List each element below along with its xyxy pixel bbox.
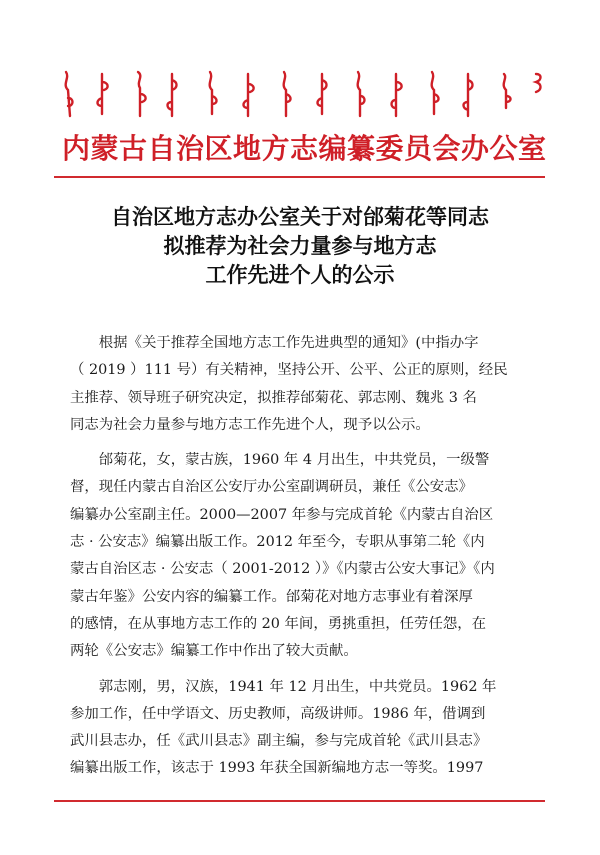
document-body bbox=[70, 330, 540, 783]
text-line: 两轮《公安志》编纂工作中作出了较大贡献。 bbox=[70, 643, 358, 660]
text-line: 蒙古自治区志 · 公安志（ 2001-2012 ）》《内蒙古公安大事记》《内 bbox=[70, 561, 495, 578]
paragraph-intro bbox=[70, 330, 540, 439]
footer-divider bbox=[54, 800, 545, 802]
document-title-line: 工作先进个人的公示 bbox=[205, 263, 395, 287]
paragraph-tai-juhua bbox=[70, 447, 540, 665]
document-title bbox=[0, 203, 600, 290]
text-line: 编纂出版工作，该志于 1993 年获全国新编地方志一等奖。1997 bbox=[70, 760, 484, 777]
agency-title: 内蒙古自治区地方志编纂委员会办公室 bbox=[62, 132, 547, 165]
mongolian-script-logo bbox=[60, 68, 550, 120]
text-line: 邰菊花，女，蒙古族，1960 年 4 月出生，中共党员，一级警 bbox=[70, 452, 490, 469]
text-line: 同志为社会力量参与地方志工作先进个人，现予以公示。 bbox=[70, 416, 430, 433]
text-line: 武川县志办，任《武川县志》副主编，参与完成首轮《武川县志》 bbox=[70, 733, 488, 750]
document-title-line: 拟推荐为社会力量参与地方志 bbox=[163, 234, 437, 258]
paragraph-guo-zhigang bbox=[70, 674, 540, 783]
text-line: 志 · 公安志》编纂出版工作。2012 年至今，专职从事第二轮《内 bbox=[70, 534, 485, 551]
mongolian-script-header bbox=[60, 68, 550, 120]
document-title-line: 自治区地方志办公室关于对邰菊花等同志 bbox=[111, 205, 489, 229]
text-line: 参加工作，任中学语文、历史教师，高级讲师。1986 年，借调到 bbox=[70, 705, 486, 722]
text-line: 督，现任内蒙古自治区公安厅办公室副调研员，兼任《公安志》 bbox=[70, 479, 473, 496]
text-line: 郭志刚，男，汉族，1941 年 12 月出生，中共党员。1962 年 bbox=[70, 678, 497, 695]
text-line: 主推荐、领导班子研究决定，拟推荐邰菊花、郭志刚、魏兆 3 名 bbox=[70, 389, 477, 406]
paragraph-gap bbox=[70, 439, 540, 447]
text-line: 编纂办公室副主任。2000—2007 年参与完成首轮《内蒙古自治区 bbox=[70, 506, 494, 523]
text-line: （ 2019 ）111 号）有关精神，坚持公开、公平、公正的原则，经民 bbox=[70, 362, 508, 379]
text-line: 的感情，在从事地方志工作的 20 年间，勇挑重担，任劳任怨，在 bbox=[70, 615, 487, 632]
text-line: 根据《关于推荐全国地方志工作先进典型的通知》(中指办字 bbox=[70, 335, 479, 351]
paragraph-gap bbox=[70, 666, 540, 674]
header-divider bbox=[54, 176, 545, 178]
text-line: 蒙古年鉴》公安内容的编纂工作。邰菊花对地方志事业有着深厚 bbox=[70, 588, 473, 605]
